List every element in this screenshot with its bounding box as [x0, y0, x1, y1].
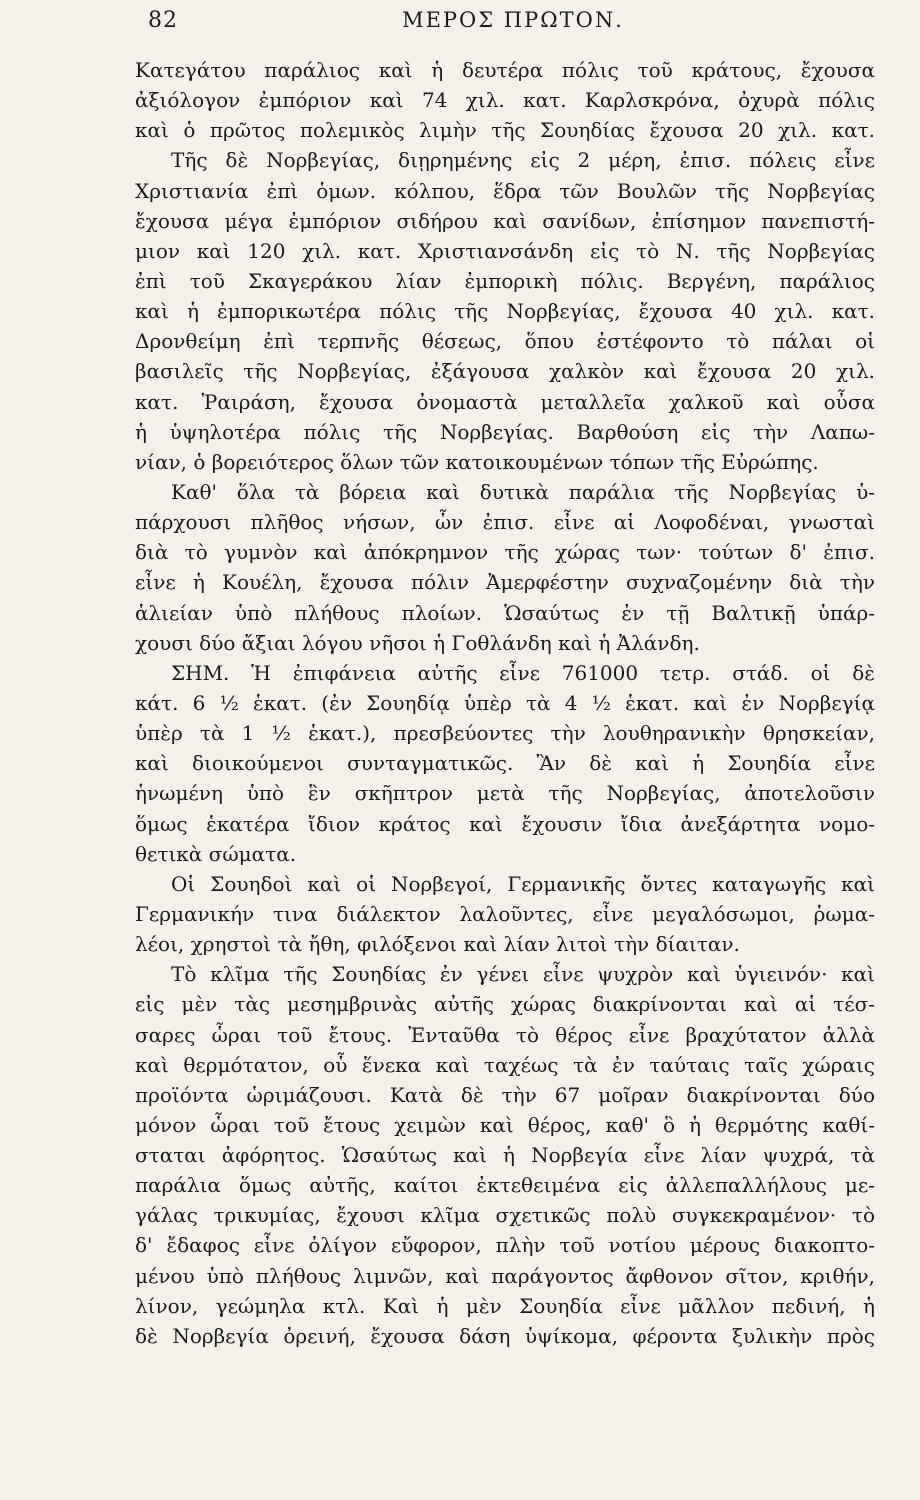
running-head: ΜΕΡΟΣ ΠΡΩΤΟΝ.: [402, 8, 624, 32]
text-line: Τῆς δὲ Νορβεγίας, διῃρημένης εἰς 2 μέρη, ἐπισ. πόλεις εἶνε: [171, 148, 875, 173]
text-line: Χριστιανία ἐπὶ ὁμων. κόλπου, ἕδρα τῶν Βουλῶν τῆς Νορβεγίας: [135, 178, 875, 203]
text-line: κάτ. 6 ½ ἑκατ. (ἐν Σουηδίᾳ ὑπὲρ τὰ 4 ½ ἑκατ. καὶ ἐν Νορβεγίᾳ: [135, 690, 875, 715]
text-line: πάρχουσι πλῆθος νήσων, ὧν ἐπισ. εἶνε αἱ Λοφοδέναι, γνωσταὶ: [135, 510, 875, 535]
text-line: καὶ ὁ πρῶτος πολεμικὸς λιμὴν τῆς Σουηδίας ἔχουσα 20 χιλ. κατ.: [135, 118, 875, 143]
text-line: Κατεγάτου παράλιος καὶ ἡ δευτέρα πόλις τοῦ κράτους, ἔχουσα: [135, 58, 875, 82]
text-line: προϊόντα ὡριμάζουσι. Κατὰ δὲ τὴν 67 μοῖραν διακρίνονται δύο: [135, 1082, 875, 1107]
text-line: χουσι δύο ἄξιαι λόγου νῆσοι ἡ Γοθλάνδη καὶ ἡ Ἀλάνδη.: [135, 630, 700, 655]
text-line: κατ. Ῥαιράση, ἔχουσα ὀνομαστὰ μεταλλεῖα χαλκοῦ καὶ οὖσα: [135, 389, 875, 414]
text-line: λέοι, χρηστοὶ τὰ ἤθη, φιλόξενοι καὶ λίαν λιτοὶ τὴν δίαιταν.: [135, 932, 740, 957]
text-line: νίαν, ὁ βορειότερος ὅλων τῶν κατοικουμένων τόπων τῆς Εὐρώπης.: [135, 449, 819, 474]
text-line: σαρες ὧραι τοῦ ἔτους. Ἐνταῦθα τὸ θέρος εἶνε βραχύτατον ἀλλὰ: [135, 1022, 875, 1047]
text-line: Γερμανικήν τινα διάλεκτον λαλοῦντες, εἶνε μεγαλόσωμοι, ῥωμα-: [135, 901, 875, 926]
text-line: σταται ἀφόρητος. Ὡσαύτως καὶ ἡ Νορβεγία εἶνε λίαν ψυχρά, τὰ: [135, 1143, 875, 1168]
text-line: λίνον, γεώμηλα κτλ. Καὶ ἡ μὲν Σουηδία εἶνε μᾶλλον πεδινή, ἡ: [135, 1293, 875, 1318]
text-line: μιον καὶ 120 χιλ. κατ. Χριστιανσάνδη εἰς τὸ Ν. τῆς Νορβεγίας: [135, 238, 875, 263]
text-line: καὶ ἡ ἐμπορικωτέρα πόλις τῆς Νορβεγίας, ἔχουσα 40 χιλ. κατ.: [135, 299, 875, 324]
text-line: ἔχουσα μέγα ἐμπόριον σιδήρου καὶ σανίδων, ἐπίσημον πανεπιστή-: [135, 208, 875, 233]
text-line: γάλας τρικυμίας, ἔχουσι κλῖμα σχετικῶς πολὺ συγκεκραμένον· τὸ: [135, 1203, 875, 1228]
text-line: μένου ὑπὸ πλήθους λιμνῶν, καὶ παράγοντος ἄφθονον σῖτον, κριθήν,: [135, 1263, 875, 1288]
text-line: ΣΗΜ. Ἡ ἐπιφάνεια αὐτῆς εἶνε 761000 τετρ. στάδ. οἱ δὲ: [171, 660, 875, 685]
text-line: ἡνωμένη ὑπὸ ἓν σκῆπτρον μετὰ τῆς Νορβεγίας, ἀποτελοῦσιν: [135, 781, 875, 806]
text-line: καὶ θερμότατον, οὗ ἕνεκα καὶ ταχέως τὰ ἐν ταύταις ταῖς χώραις: [135, 1052, 875, 1077]
text-line: Δρονθείμη ἐπὶ τερπνῆς θέσεως, ὅπου ἐστέφοντο τὸ πάλαι οἱ: [135, 329, 875, 354]
text-line: Τὸ κλῖμα τῆς Σουηδίας ἐν γένει εἶνε ψυχρὸν καὶ ὑγιεινόν· καὶ: [171, 962, 875, 987]
text-line: βασιλεῖς τῆς Νορβεγίας, ἐξάγουσα χαλκὸν καὶ ἔχουσα 20 χιλ.: [135, 359, 875, 384]
text-line: εἶνε ἡ Κουέλη, ἔχουσα πόλιν Ἀμερφέστην συχναζομένην διὰ τὴν: [135, 570, 875, 595]
text-line: εἰς μὲν τὰς μεσημβρινὰς αὐτῆς χώρας διακρίνονται καὶ αἱ τέσ-: [135, 992, 875, 1017]
text-line: δ' ἔδαφος εἶνε ὀλίγον εὔφορον, πλὴν τοῦ νοτίου μέρους διακοπτο-: [135, 1233, 875, 1258]
text-line: ἁλιείαν ὑπὸ πλήθους πλοίων. Ὡσαύτως ἐν τῇ Βαλτικῇ ὑπάρ-: [135, 600, 875, 625]
text-line: θετικὰ σώματα.: [135, 841, 297, 866]
text-line: Οἱ Σουηδοὶ καὶ οἱ Νορβεγοί, Γερμανικῆς ὄντες καταγωγῆς καὶ: [171, 871, 875, 896]
text-line: ἀξιόλογον ἐμπόριον καὶ 74 χιλ. κατ. Καρλσκρόνα, ὀχυρὰ πόλις: [135, 88, 875, 113]
text-line: παράλια ὅμως αὐτῆς, καίτοι ἐκτεθειμένα εἰς ἀλλεπαλλήλους με-: [135, 1173, 875, 1198]
text-line: μόνον ὧραι τοῦ ἔτους χειμὼν καὶ θέρος, καθ' ὃ ἡ θερμότης καθί-: [135, 1112, 875, 1137]
page-header: [148, 8, 878, 48]
body-text: [135, 55, 875, 1351]
text-line: ὅμως ἑκατέρα ἴδιον κράτος καὶ ἔχουσιν ἴδια ἀνεξάρτητα νομο-: [135, 811, 875, 836]
text-line: ὑπὲρ τὰ 1 ½ ἑκατ.), πρεσβεύοντες τὴν λουθηρανικὴν θρησκείαν,: [135, 721, 875, 746]
page-number: 82: [148, 8, 178, 33]
text-line: ἡ ὑψηλοτέρα πόλις τῆς Νορβεγίας. Βαρθούση εἰς τὴν Λαπω-: [135, 419, 875, 444]
text-line: δὲ Νορβεγία ὀρεινή, ἔχουσα δάση ὑψίκομα, φέροντα ξυλικὴν πρὸς: [135, 1323, 875, 1348]
text-line: Καθ' ὅλα τὰ βόρεια καὶ δυτικὰ παράλια τῆς Νορβεγίας ὑ-: [171, 479, 875, 504]
text-line: ἐπὶ τοῦ Σκαγεράκου λίαν ἐμπορικὴ πόλις. Βεργένη, παράλιος: [135, 268, 875, 293]
text-line: διὰ τὸ γυμνὸν καὶ ἀπόκρημνον τῆς χώρας των· τούτων δ' ἐπισ.: [135, 540, 875, 565]
text-line: καὶ διοικούμενοι συνταγματικῶς. Ἂν δὲ καὶ ἡ Σουηδία εἶνε: [135, 751, 875, 776]
